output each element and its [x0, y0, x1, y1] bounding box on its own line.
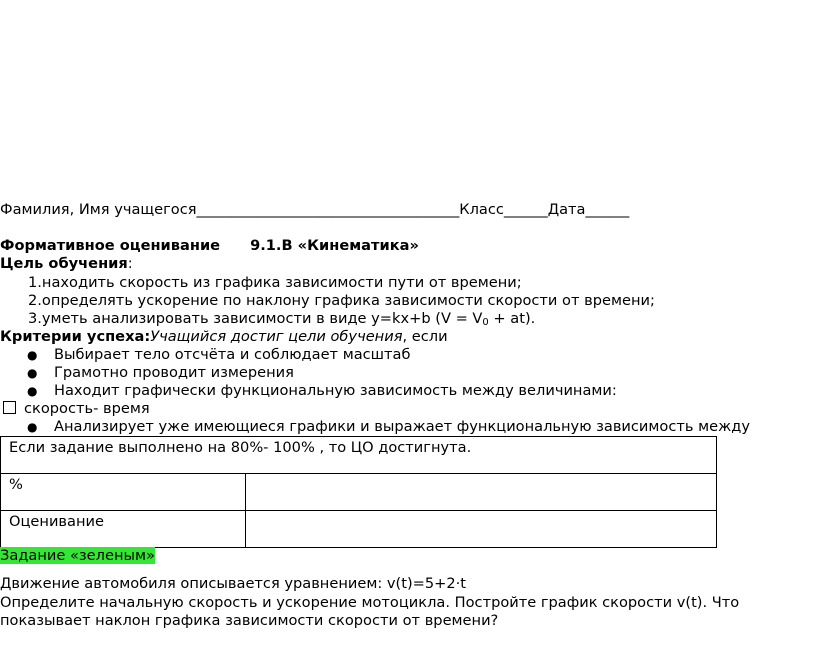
goal-item-1: 1.находить скорость из графика зависимости пути от времени;	[28, 274, 522, 291]
bullet-icon: ●	[27, 366, 38, 380]
goals-heading-line	[0, 255, 133, 273]
task-line-2: Определите начальную скорость и ускорение мотоцикла. Постройте график скорости v(t). Что	[0, 594, 740, 611]
checkbox-item-line	[0, 400, 150, 418]
bullet-icon: ●	[27, 348, 38, 362]
checkbox-icon	[3, 401, 16, 414]
grading-label: Оценивание	[1, 511, 246, 548]
goal-item-3-tail: + at).	[488, 310, 536, 327]
percent-value	[246, 474, 717, 511]
student-info-line	[0, 201, 629, 219]
goals-heading: Цель обучения	[0, 255, 128, 272]
class-label: Класс	[459, 201, 504, 218]
name-blank: ____________________________________	[196, 201, 460, 218]
goal-item-3-text: 3.уметь анализировать зависимости в виде y=kx+b (V = V	[28, 310, 483, 327]
bullet-icon: ●	[27, 384, 38, 398]
criteria-intro: Учащийся достиг цели обучения	[150, 328, 403, 345]
table-row	[1, 437, 717, 474]
table-row	[1, 474, 717, 511]
criteria-bullet-4: Анализирует уже имеющиеся графики и выражает функциональную зависимость между	[54, 418, 750, 435]
date-label: Дата	[547, 201, 586, 218]
assessment-title-line	[0, 237, 419, 255]
criteria-bullet-1: Выбирает тело отсчёта и соблюдает масштаб	[54, 346, 411, 363]
task-label-line	[0, 547, 155, 565]
result-table-condition: Если задание выполнено на 80%- 100% , то ЦО достигнута.	[1, 437, 717, 474]
criteria-bullet-2: Грамотно проводит измерения	[54, 364, 294, 381]
class-blank: ______	[503, 201, 548, 218]
criteria-bullet-3: Находит графически функциональную зависимость между величинами:	[54, 382, 617, 399]
result-table	[0, 436, 717, 548]
task-label: Задание «зеленым»	[0, 547, 155, 564]
task-line-1: Движение автомобиля описывается уравнением: v(t)=5+2·t	[0, 575, 467, 592]
bullet-icon: ●	[27, 420, 38, 434]
table-row	[1, 511, 717, 548]
task-line-3: показывает наклон графика зависимости скорости от времени?	[0, 612, 499, 629]
criteria-line	[0, 328, 448, 346]
grading-value	[246, 511, 717, 548]
checkbox-item-label: скорость- время	[24, 400, 150, 417]
criteria-intro-tail: , если	[402, 328, 448, 345]
goal-item-2: 2.определять ускорение по наклону графика зависимости скорости от времени;	[28, 292, 655, 309]
goal-item-3-subscript: 0	[482, 317, 489, 328]
percent-label: %	[1, 474, 246, 511]
goals-colon: :	[127, 255, 133, 272]
date-blank: ______	[585, 201, 630, 218]
assessment-topic: 9.1.В «Кинематика»	[250, 237, 419, 254]
name-label: Фамилия, Имя учащегося	[0, 201, 197, 218]
criteria-heading: Критерии успеха:	[0, 328, 151, 345]
assessment-title: Формативное оценивание	[0, 237, 221, 254]
